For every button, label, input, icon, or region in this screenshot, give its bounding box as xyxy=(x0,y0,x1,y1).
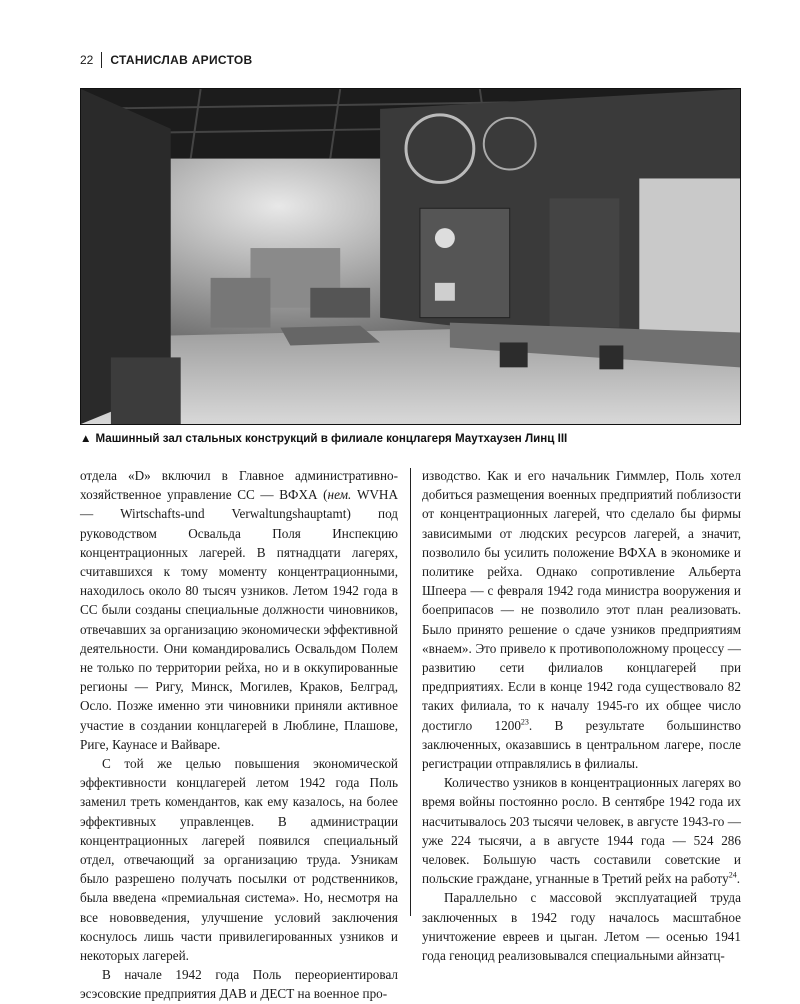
paragraph-text: изводство. Как и его начальник Гиммлер, Поль хотел добиться размещения военных предприятий поблизости от концентрационных лагерей, что сделало бы фирмы зависимыми от людских ресурсов лагерей, а значит, позволило бы усилить положение ВФХА в экономике и политике рейха. Однако сопротивление Альберта Шпеера — с февраля 1942 года министра вооружения и боеприпасов — не позволило этот план реализовать. Было принято решение о сдаче узников предприятиям «внаем». Это привело к противоположному процессу — развитию сети филиалов концлагерей при предприятиях. Если в конце 1942 года существовало 82 таких филиала, то к началу 1945-го их общее число достигло 1200 xyxy=(422,468,741,733)
paragraph: С той же целью повышения экономической эффективности концлагерей летом 1942 года Поль заменил треть комендантов, как ему казалось, на более эффективных управленцев. В администрации концентрационных лагерей появился специальный отдел, отвечающий за организацию труда. Узникам было разрешено получать посылки от родственников, была введена «премиальная система». Но, несмотря на все нововведения, улучшение условий заключения коснулось лишь части привилегированных узников и некоторых лагерей. xyxy=(80,756,398,964)
paragraph-text: . xyxy=(736,871,740,887)
paragraph-text: . В результате большинство заключенных, оказавшись в центральном лагере, после регистрации отправлялись в филиалы. xyxy=(422,717,741,772)
figure-caption xyxy=(80,432,742,445)
paragraph-text: Количество узников в концентрационных лагерях во время войны постоянно росло. В сентябре 1942 года их насчитывалось 203 тысячи человек, в августе 1943-го — уже 224 тысячи, а в августе 1944 года — 524 286 человек. Большую часть составили советские и польские граждане, угнанные в Третий рейх на работу xyxy=(422,775,741,887)
paragraph-text: WVHA — Wirtschafts-und Verwaltungshauptamt) под руководством Освальда Поля Инспекцию концентрационных лагерей. В пятнадцати лагерях, считавшихся к тому моменту концентрационными, находилось около 80 тысяч узников. Летом 1942 года в СС были созданы специальные должности чиновников, отвечавших за организацию экономически эффективной деятельности. Они командировались Освальдом Полем не только по территории рейха, но и в оккупированные регионы — Ригу, Минск, Могилев, Краков, Белград, Осло. Позже именно эти чиновники приняли активное участие в создании концлагерей в Люблине, Плашове, Риге, Каунасе и Вайваре. xyxy=(80,487,398,752)
footnote-reference: 24 xyxy=(728,870,737,880)
caption-triangle-icon: ▲ xyxy=(80,432,92,445)
footnote-reference: 23 xyxy=(520,717,529,727)
paragraph: Параллельно с массовой эксплуатацией труда заключенных в 1942 году началось масштабное уничтожение евреев и цыган. Летом — осенью 1941 года геноцид реализовывался специальными айнзатц- xyxy=(422,890,741,964)
left-column xyxy=(80,466,398,1004)
right-column xyxy=(422,466,741,965)
header-divider xyxy=(101,52,102,68)
factory-hall-photo xyxy=(80,88,741,425)
paragraph-text: отдела «D» включил в Главное административно-хозяйственное управление СС — ВФХА ( xyxy=(80,468,398,503)
paragraph xyxy=(80,466,398,754)
column-divider xyxy=(410,468,411,916)
paragraph xyxy=(422,773,741,888)
paragraph: В начале 1942 года Поль переориентировал эсэсовские предприятия ДАВ и ДЕСТ на военное про- xyxy=(80,967,398,1002)
language-abbreviation: нем. xyxy=(327,487,352,503)
page-number: 22 xyxy=(80,53,94,67)
paragraph xyxy=(422,466,741,773)
caption-text: Машинный зал стальных конструкций в филиале концлагеря Маутхаузен Линц III xyxy=(95,432,568,445)
page-header xyxy=(80,52,253,68)
running-title: СТАНИСЛАВ АРИСТОВ xyxy=(110,53,253,67)
